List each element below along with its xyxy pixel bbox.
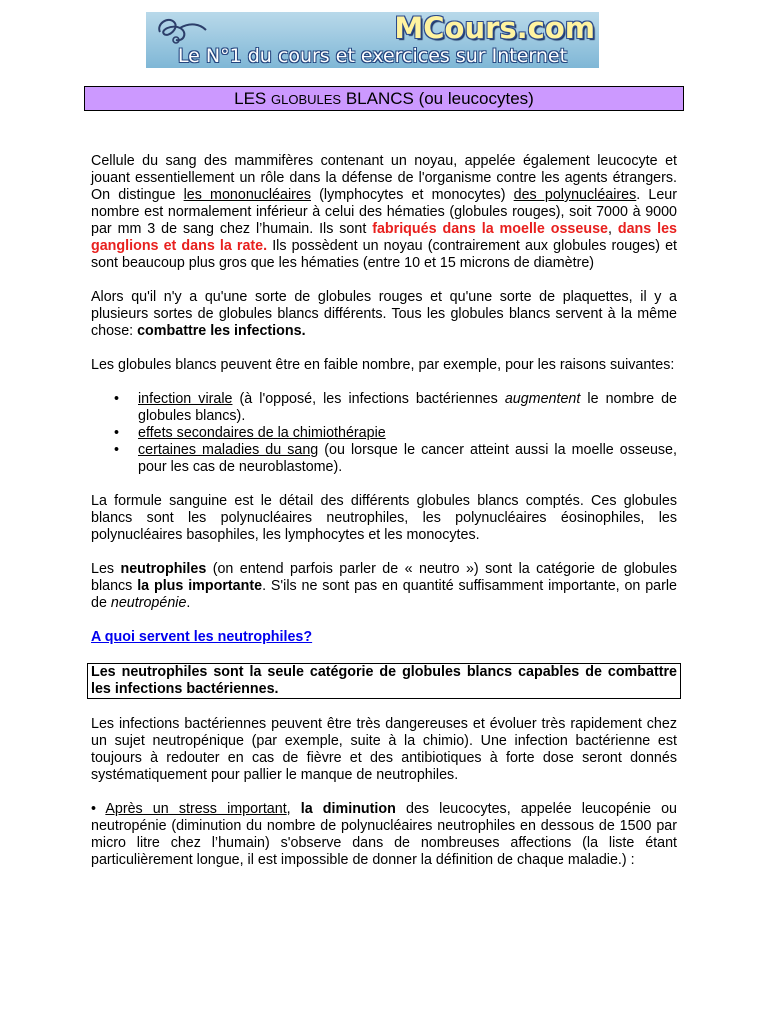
text: . [186,595,191,611]
section-link-paragraph [91,629,677,646]
bold-emphasis: neutrophiles [120,561,207,577]
underlined-term: Après un stress important [105,801,287,817]
stress-paragraph [91,801,677,869]
text: . Leur nombre est normalement inférieur à celui des hématies (globules rouges), soit 7000 à 9000 par mm 3 de sang chez l’humain. Ils sont [91,187,678,237]
red-emphasis: fabriqués dans la moelle osseuse [372,221,608,237]
bold-emphasis: la plus importante [137,578,263,594]
banner-tagline: Le N°1 du cours et exercices sur Internet [177,45,568,67]
page-title [84,86,684,111]
intro-paragraph [91,153,677,272]
underlined-term: effets secondaires de la chimiothérapie [138,425,386,441]
infections-paragraph: Les infections bactériennes peuvent être très dangereuses et évoluer très rapidement chez un sujet neutropénique (par exemple, suite à la chimio). Une infection bactérienne est toujours à redouter en cas de fièvre et des antibiotiques à forte dose seront donnés systématiquement pour pallier le manque de neutrophiles. [91,716,677,783]
title-part: LES [234,89,271,108]
text: (lymphocytes et monocytes) [311,187,514,203]
list-item [138,442,677,476]
section-link[interactable]: A quoi servent les neutrophiles? [91,629,313,645]
text: le nombre de globules blancs). [138,391,678,424]
text: des leucocytes, appelée leucopénie ou neutropénie (diminution du nombre de polynucléaires neutrophiles en dessous de 1500 par micro litre chez l’humain) s'observe dans de nombreuses affections (la liste étant particulièrement longue, il est impossible de donner la définition de chaque maladie.) : [91,801,677,868]
bold-emphasis: la diminution [300,801,396,817]
highlight-box: Les neutrophiles sont la seule catégorie de globules blancs capables de combattre les infections bactériennes. [87,663,681,699]
list-item [138,425,677,442]
text: Cellule du sang des mammifères contenant un noyau, appelée également leucocyte et jouant essentiellement un rôle dans la défense de l'organisme contre les agents étrangers. On distingue [91,153,677,203]
text: , [286,801,301,817]
formula-paragraph: La formule sanguine est le détail des différents globules blancs comptés. Ces globules blancs sont les polynucléaires neutrophiles, les polynucléaires éosinophiles, les polynucléaires basophiles, les lymphocytes et les monocytes. [91,493,677,543]
text: Alors qu'il n'y a qu'une sorte de globules rouges et qu'une sorte de plaquettes, il y a plusieurs sortes de globules blancs différents. Tous les globules blancs servent à la même chose: [91,289,677,339]
document-body [91,153,677,886]
underlined-term: certaines maladies du sang [138,442,319,458]
mcours-banner[interactable] [146,12,599,68]
text: (ou lorsque le cancer atteint aussi la moelle osseuse, pour les cas de neuroblastome). [138,442,677,475]
bold-emphasis: combattre les infections. [137,323,306,339]
list-item [138,391,677,425]
reasons-list [91,391,677,476]
neutrophiles-paragraph [91,561,677,612]
bullet: • [91,801,106,817]
text: . S'ils ne sont pas en quantité suffisamment importante, on parle de [91,578,677,611]
italic-emphasis: neutropénie [110,595,187,611]
red-emphasis: dans les ganglions et dans la rate. [91,221,678,254]
text: , [607,221,618,237]
text: Les [91,561,121,577]
banner-brand: MCours.com [394,12,595,45]
text: (on entend parfois parler de « neutro ») sont la catégorie de globules blancs [91,561,677,594]
title-part: BLANCS (ou leucocytes) [341,89,534,108]
underlined-term: infection virale [138,391,233,407]
reasons-paragraph: Les globules blancs peuvent être en faible nombre, par exemple, pour les raisons suivantes: [91,357,675,373]
text: (à l'opposé, les infections bactériennes [232,391,505,407]
types-paragraph [91,289,677,340]
treble-clef-logo-icon [154,14,214,46]
underlined-term: les mononucléaires [183,187,311,203]
underlined-term: des polynucléaires [513,187,637,203]
title-smallcaps: GLOBULES [271,92,342,107]
text: Ils possèdent un noyau (contrairement aux globules rouges) et sont beaucoup plus gros que les hématies (entre 10 et 15 microns de diamètre) [91,238,677,271]
italic-emphasis: augmentent [504,391,581,407]
